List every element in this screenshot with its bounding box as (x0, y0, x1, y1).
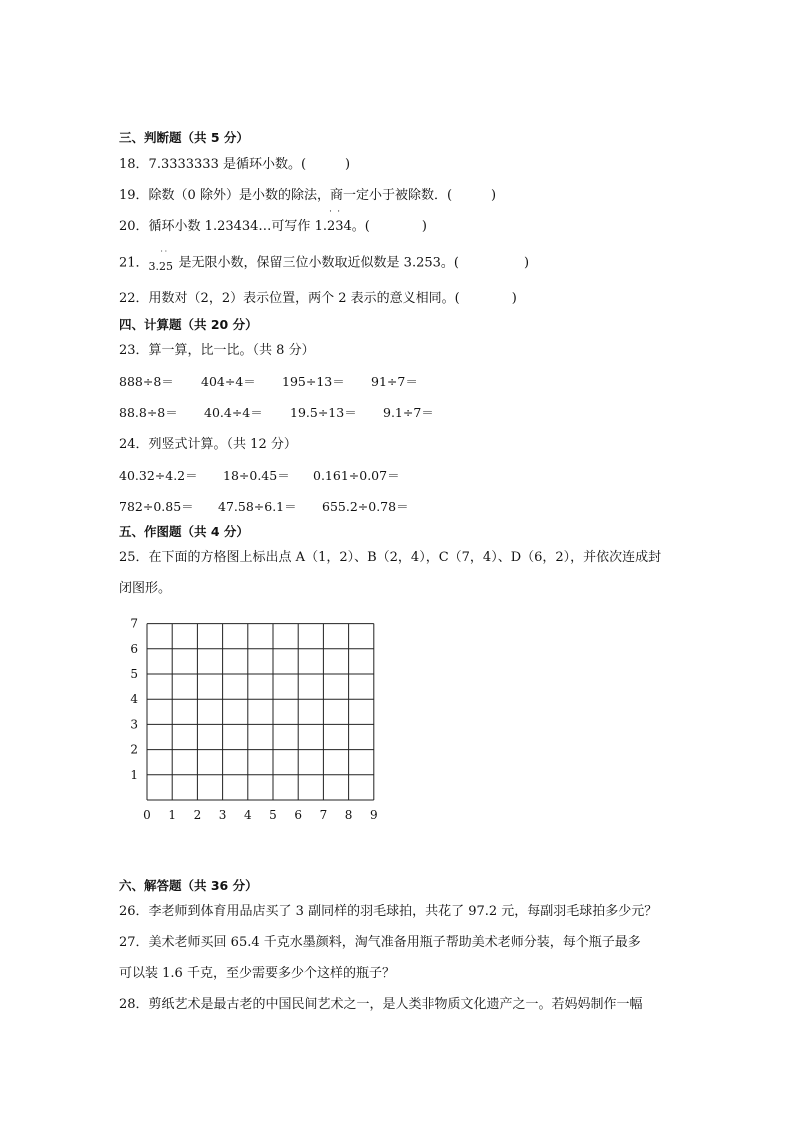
question-25-line1: 25．在下面的方格图上标出点 A（1，2）、B（2，4），C（7，4）、D（6，2），并依次连成封 (119, 550, 662, 565)
section-heading-drawing: 五、作图题（共 4 分） (119, 524, 249, 539)
repeating-digits-text: 234 (326, 219, 352, 234)
question-18: 18．7.3333333 是循环小数。( ) (119, 157, 351, 172)
question-27-line2: 可以装 1.6 千克，至少需要多少个这样的瓶子？ (119, 966, 395, 981)
calc-row1-item4: 91÷7＝ (371, 374, 418, 389)
section-heading-calculation: 四、计算题（共 20 分） (119, 317, 258, 332)
question-23: 23．算一算，比一比。（共 8 分） (119, 343, 315, 358)
question-26: 26．李老师到体育用品店买了 3 副同样的羽毛球拍，共花了 97.2 元，每副羽毛球拍多少元？ (119, 904, 658, 919)
x-tick-label: 4 (243, 808, 252, 822)
x-tick-label: 7 (319, 808, 328, 822)
question-24: 24．列竖式计算。（共 12 分） (119, 437, 297, 452)
y-tick-label: 6 (130, 641, 138, 656)
question-20-suffix: 。( ) (351, 219, 427, 234)
calc-row3-item2: 18÷0.45＝ (223, 468, 290, 483)
question-22: 22．用数对（2，2）表示位置，两个 2 表示的意义相同。( ) (119, 291, 517, 306)
question-20-prefix: 20．循环小数 1.23434…可写作 1. (119, 219, 327, 234)
repeating-dots: ˙ ˙ (327, 210, 342, 221)
x-tick-label: 6 (294, 808, 303, 822)
calc-row1-item2: 404÷4＝ (201, 374, 256, 389)
x-tick-label: 9 (369, 808, 378, 822)
question-27-line1: 27．美术老师买回 65.4 千克水墨颜料，淘气准备用瓶子帮助美术老师分装，每个瓶子最多 (119, 935, 641, 950)
repeating-decimal (148, 250, 179, 273)
calc-row1-item3: 195÷13＝ (282, 374, 345, 389)
question-28: 28．剪纸艺术是最古老的中国民间艺术之一，是人类非物质文化遗产之一。若妈妈制作一幅 (119, 997, 643, 1012)
x-tick-label: 1 (168, 808, 177, 822)
calc-row2-item3: 19.5÷13＝ (290, 405, 357, 420)
calc-row4-item3: 655.2÷0.78＝ (322, 499, 409, 514)
calc-row2-item4: 9.1÷7＝ (383, 405, 434, 420)
section-heading-word-problems: 六、解答题（共 36 分） (119, 878, 258, 893)
y-tick-label: 7 (130, 616, 138, 631)
y-tick-label: 1 (130, 767, 138, 782)
question-21 (119, 250, 530, 273)
x-tick-label: 3 (218, 808, 227, 822)
question-20 (119, 210, 427, 236)
calc-row4-item1: 782÷0.85＝ (119, 499, 194, 514)
y-tick-label: 5 (130, 667, 138, 681)
calc-row2-item2: 40.4÷4＝ (204, 405, 263, 420)
question-19: 19．除数（0 除外）是小数的除法，商一定小于被除数．( ) (119, 188, 497, 203)
x-tick-label: 0 (143, 808, 151, 822)
x-tick-label: 5 (269, 808, 277, 822)
question-21-prefix: 21． (119, 255, 149, 271)
repeating-decimal-base: 3.25 (148, 260, 174, 273)
section-heading-judgement: 三、判断题（共 5 分） (119, 130, 249, 145)
y-tick-label: 2 (130, 742, 138, 757)
repeating-digits (326, 210, 352, 236)
calc-row4-item2: 47.58÷6.1＝ (218, 499, 297, 514)
y-tick-label: 3 (130, 717, 138, 732)
repeating-decimal-dots: ˙˙ (159, 250, 169, 260)
calc-row1-item1: 888÷8＝ (119, 374, 174, 389)
coordinate-grid[interactable] (120, 612, 390, 827)
x-tick-label: 2 (193, 808, 202, 822)
question-21-suffix: 是无限小数，保留三位小数取近似数是 3.253。( ) (178, 255, 530, 271)
calc-row2-item1: 88.8÷8＝ (119, 405, 178, 420)
y-tick-label: 4 (130, 692, 138, 707)
x-tick-label: 8 (344, 808, 353, 822)
question-25-line2: 闭图形。 (119, 581, 172, 596)
calc-row3-item1: 40.32÷4.2＝ (119, 468, 198, 483)
calc-row3-item3: 0.161÷0.07＝ (313, 468, 400, 483)
